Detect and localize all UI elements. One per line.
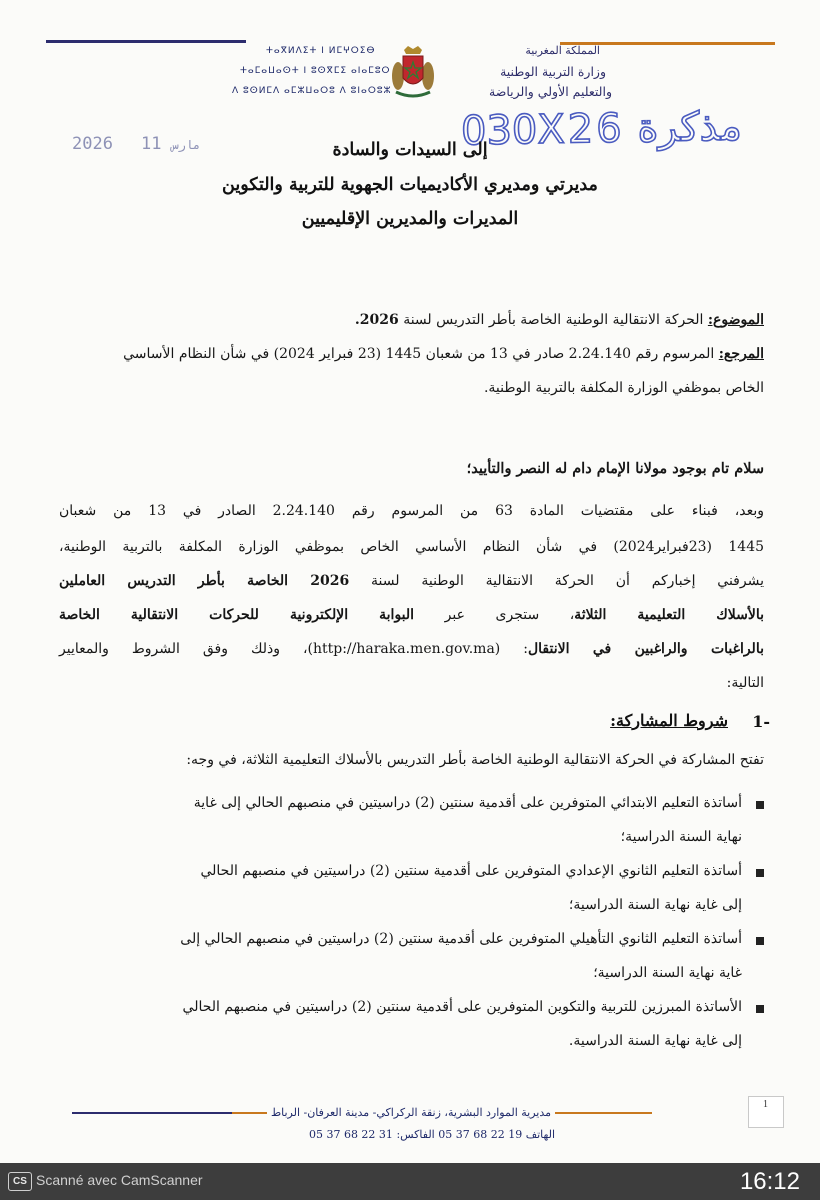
section-1-title: شروط المشاركة: [610, 711, 728, 730]
intro-line-5 [59, 641, 764, 657]
intro-line-2: 1445 (23فبراير2024) في شأن النظام الأساسي الخاص بموظفي الوزارة المكلفة بالتربية الوطنية، [59, 539, 765, 555]
list-item [72, 792, 742, 848]
footer-phone-label: الهاتف [525, 1128, 555, 1141]
intro-line-5-bold: بالراغبات والراغبين في الانتقال [527, 641, 764, 657]
intro-line-5-rest: : (http://haraka.men.gov.ma)، وذلك وفق الشروط والمعايير [59, 641, 528, 657]
list-item-line: الأساتذة المبرزين للتربية والتكوين المتوفرين على أقدمية سنتين (2) دراسيتين في منصبهم الحالي [182, 999, 742, 1015]
date-day: 11 [140, 134, 162, 154]
subject-line [355, 312, 764, 328]
intro-line-4 [59, 607, 764, 623]
camscanner-logo-icon: CS [8, 1172, 32, 1191]
addressee-line-3: المديرات والمديرين الإقليميين [301, 209, 519, 229]
greeting: سلام تام بوجود مولانا الإمام دام له النصر والتأييد؛ [466, 460, 764, 477]
royal-emblem-icon [390, 46, 436, 102]
intro-line-4-bold-start: بالأسلاك التعليمية الثلاثة [574, 607, 764, 623]
date-year: 2026 [72, 134, 113, 154]
footer-rule-blue [72, 1112, 232, 1114]
list-item [72, 928, 742, 984]
tifinagh-ministry: ⵜⴰⵎⴰⵡⴰⵙⵜ ⵏ ⵓⵙⴳⵎⵉ ⴰⵏⴰⵎⵓⵔ [240, 66, 391, 76]
list-item-line: أساتذة التعليم الثانوي التأهيلي المتوفرين على أقدمية سنتين (2) دراسيتين في منصبهم الحالي إلى [180, 931, 742, 947]
list-item-line: أساتذة التعليم الابتدائي المتوفرين على أقدمية سنتين (2) دراسيتين في منصبهم الحالي إلى غاية [193, 795, 742, 811]
intro-line-4-mid: ، ستجرى عبر [414, 607, 575, 623]
bullet-icon [756, 937, 764, 945]
status-clock: 16:12 [739, 1168, 800, 1195]
list-item-line: غاية نهاية السنة الدراسية؛ [593, 965, 742, 981]
reference-line-2: الخاص بموظفي الوزارة المكلفة بالتربية الوطنية. [483, 380, 764, 396]
subject-text: الحركة الانتقالية الوطنية الخاصة بأطر التدريس لسنة [398, 312, 704, 328]
intro-line-1: وبعد، فبناء على مقتضيات المادة 63 من المرسوم رقم 2.24.140 الصادر في 13 من شعبان [59, 503, 764, 519]
subject-label: الموضوع: [707, 312, 764, 328]
list-item [72, 860, 742, 916]
ministry-name-2: والتعليم الأولي والرياضة [489, 84, 612, 99]
intro-line-4-bold-end: البوابة الإلكترونية للحركات الانتقالية الخاصة [59, 607, 415, 623]
subject-year: 2026. [354, 312, 399, 328]
bullet-icon [756, 801, 764, 809]
tifinagh-kingdom: ⵜⴰⴳⵍⴷⵉⵜ ⵏ ⵍⵎⵖⵔⵉⴱ [266, 46, 376, 56]
list-item-line: أساتذة التعليم الثانوي الإعدادي المتوفرين على أقدمية سنتين (2) دراسيتين في منصبهم الحالي [200, 863, 742, 879]
camscanner-label: Scanné avec CamScanner [36, 1172, 203, 1188]
reference-label: المرجع: [718, 346, 764, 362]
footer-fax-label: الفاكس: [396, 1128, 435, 1141]
list-item [72, 996, 742, 1052]
tifinagh-ministry-2: ⴷ ⵓⵙⵍⵎⴷ ⴰⵎⵣⵡⴰⵔⵓ ⴷ ⵓⵏⴰⵔⵓⵣ [232, 86, 392, 96]
list-item-line: إلى غاية نهاية السنة الدراسية؛ [568, 897, 742, 913]
bullet-icon [756, 1005, 764, 1013]
footer-phone: 05 37 68 22 19 [438, 1128, 523, 1141]
addressee-line-1: إلى السيدات والسادة [332, 140, 488, 160]
section-1-lead: تفتح المشاركة في الحركة الانتقالية الوطنية الخاصة بأطر التدريس بالأسلاك التعليمية الثلاثة، في وجه: [186, 752, 764, 768]
header-rule-blue [46, 40, 246, 43]
footer-contacts [309, 1128, 555, 1141]
reference-line [123, 346, 764, 362]
ministry-name: وزارة التربية الوطنية [500, 64, 606, 79]
bullet-icon [756, 869, 764, 877]
kingdom-name: المملكة المغربية [525, 44, 600, 57]
camscanner-bar [0, 1163, 820, 1200]
intro-line-6: التالية: [726, 675, 764, 691]
addressee-line-2: مديرتي ومديري الأكاديميات الجهوية للتربية والتكوين [222, 175, 598, 195]
footer-address: مديرية الموارد البشرية، زنقة الركراكي- مدينة العرفان- الرباط [267, 1106, 555, 1119]
date-month: مارس [171, 138, 201, 152]
intro-line-3-bold: 2026 الخاصة بأطر التدريس العاملين [59, 573, 350, 589]
page-number: 1 [748, 1096, 784, 1128]
intro-line-3-start: يشرفني إخباركم أن الحركة الانتقالية الوطنية لسنة [349, 573, 764, 589]
list-item-line: إلى غاية نهاية السنة الدراسية. [568, 1033, 742, 1049]
intro-line-3 [59, 573, 764, 589]
section-1-number: 1- [752, 712, 770, 731]
reference-text: المرسوم رقم 2.24.140 صادر في 13 من شعبان 1445 (23 فبراير 2024) في شأن النظام الأساسي [123, 346, 715, 362]
footer-fax: 05 37 68 22 31 [308, 1128, 393, 1141]
memo-number-stamp: مذكرة 030X26 [460, 103, 743, 155]
list-item-line: نهاية السنة الدراسية؛ [620, 829, 742, 845]
